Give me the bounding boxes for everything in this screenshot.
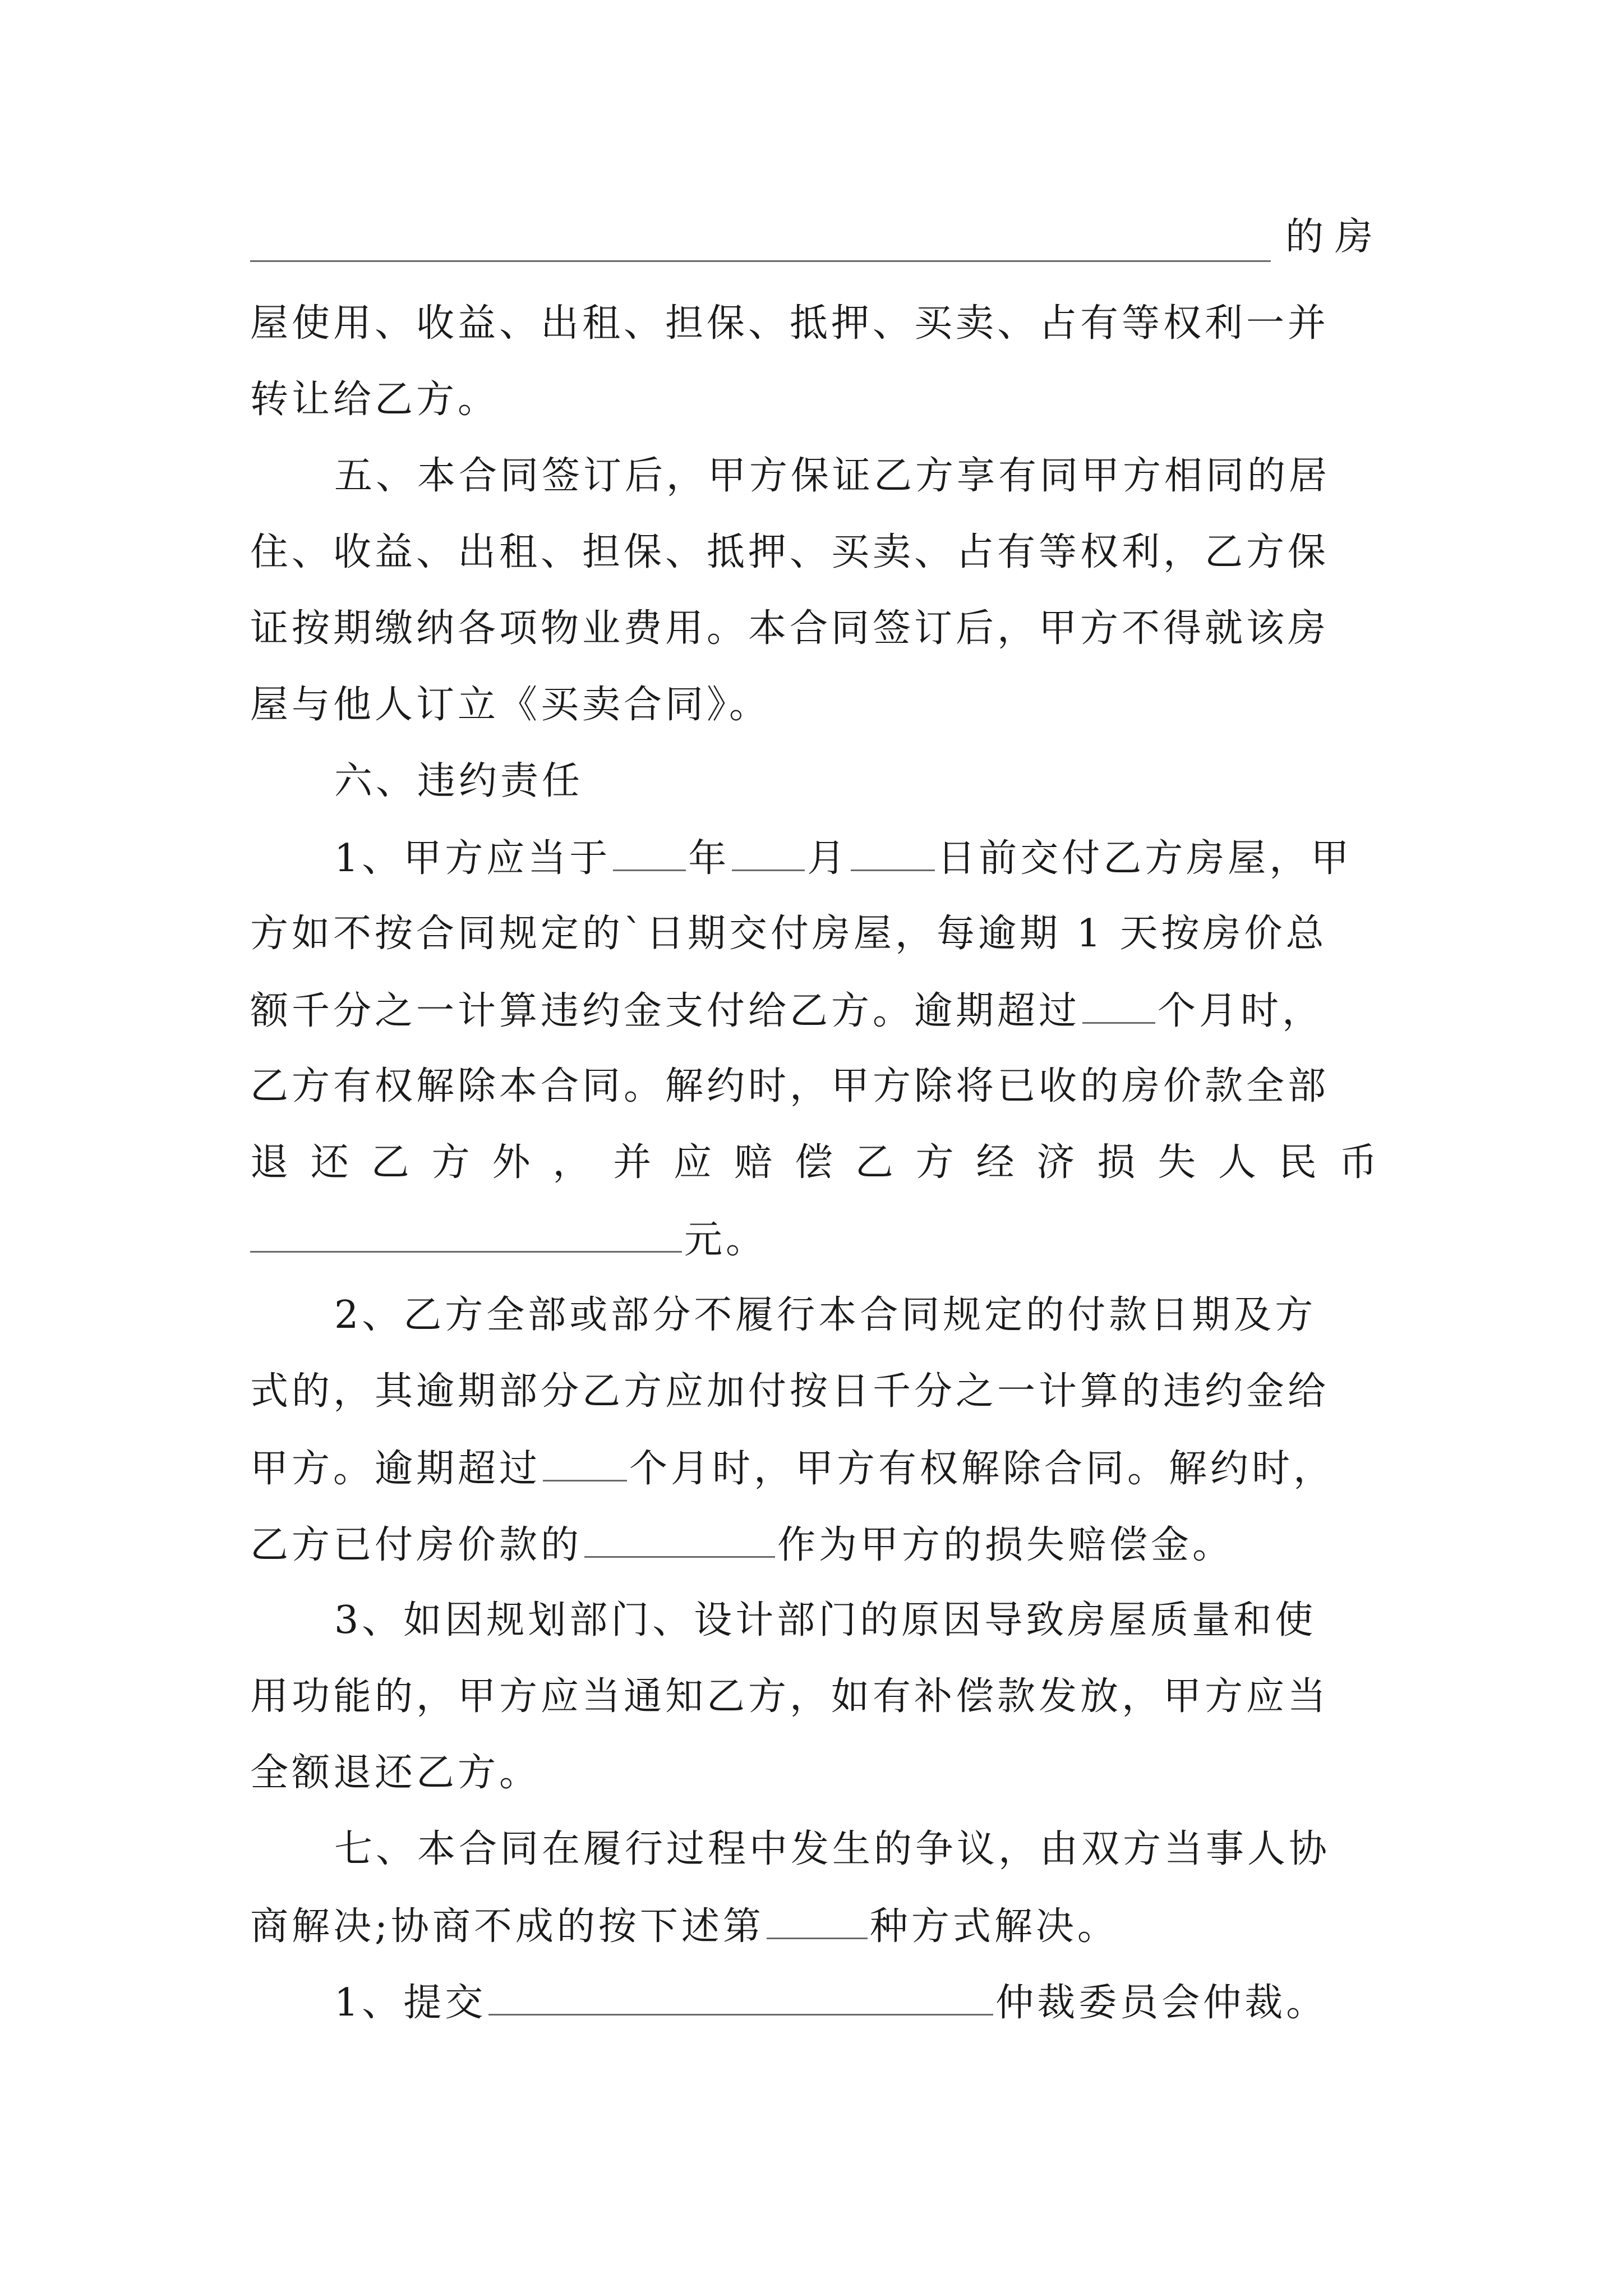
spread-char: 退	[250, 1140, 289, 1185]
breach-2-line-3	[250, 1443, 1428, 1493]
breach-1-line-4: 乙方有权解除本合同。解约时，甲方除将已收的房价款全部	[250, 1064, 1330, 1108]
breach-2-line-4	[250, 1519, 1377, 1570]
blank-year	[613, 832, 686, 871]
breach-3-line-1: 3、如因规划部门、设计部门的原因导致房屋质量和使	[334, 1598, 1317, 1642]
blank-compensation-amount	[250, 1214, 682, 1253]
spread-char: 济	[1036, 1140, 1075, 1185]
breach-3-line-3: 全额退还乙方。	[250, 1751, 541, 1795]
spread-char: 损	[1097, 1140, 1136, 1185]
breach-1-line-3	[250, 985, 1377, 1036]
blank-dispute-method	[767, 1901, 868, 1939]
spread-char: 外	[492, 1140, 531, 1185]
spread-char: 赔	[734, 1140, 773, 1185]
spread-char: 方	[915, 1140, 954, 1185]
spread-char: 币	[1339, 1140, 1377, 1185]
spread-char: 偿	[794, 1140, 833, 1185]
text-segment: 乙方已付房价款的	[250, 1523, 583, 1567]
spread-char: 还	[310, 1140, 349, 1185]
breach-3-line-2: 用功能的，甲方应当通知乙方，如有补偿款发放，甲方应当	[250, 1674, 1330, 1719]
breach-1-line-2: 方如不按合同规定的`日期交付房屋，每逾期 1 天按房价总	[250, 912, 1327, 956]
spread-char: 人	[1218, 1140, 1257, 1185]
blank-line-property	[250, 260, 1271, 262]
text-segment: 种方式解决。	[869, 1904, 1119, 1949]
blank-month	[732, 832, 805, 871]
spread-char: 乙	[371, 1140, 409, 1185]
blank-percentage	[584, 1519, 775, 1558]
breach-1-line-6	[250, 1214, 1377, 1264]
clause-7-option-1	[334, 1977, 1377, 2027]
clause-5-line-1: 五、本合同签订后，甲方保证乙方享有同甲方相同的居	[334, 454, 1331, 498]
spread-char: 失	[1158, 1140, 1196, 1185]
breach-2-line-1: 2、乙方全部或部分不履行本合同规定的付款日期及方	[334, 1293, 1317, 1337]
text-segment: 个月时，甲方有权解除合同。解约时，	[629, 1447, 1335, 1491]
clause-7-line-1: 七、本合同在履行过程中发生的争议，由双方当事人协	[334, 1827, 1331, 1871]
spread-char: ，	[552, 1140, 591, 1185]
text-line-2: 转让给乙方。	[250, 378, 500, 422]
text-segment: 商解决;协商不成的按下述第	[250, 1904, 764, 1949]
text-segment: 月	[807, 836, 849, 881]
clause-7-line-2	[250, 1901, 1377, 1951]
spread-char: 民	[1278, 1140, 1317, 1185]
clause-5-line-2: 住、收益、出租、担保、抵押、买卖、占有等权利，乙方保	[250, 530, 1330, 574]
section-heading-breach: 六、违约责任	[334, 759, 584, 803]
text-segment: 年	[688, 836, 730, 881]
blank-months-overdue-2	[543, 1443, 627, 1481]
blank-day	[851, 832, 935, 871]
breach-1-line-5	[250, 1138, 1377, 1188]
text-segment: 元。	[684, 1218, 768, 1262]
text-line-0: 的房	[1285, 215, 1385, 259]
text-segment: 额千分之一计算违约金支付给乙方。逾期超过	[250, 989, 1081, 1033]
text-line-1: 屋使用、收益、出租、担保、抵押、买卖、占有等权利一并	[250, 301, 1330, 346]
breach-2-line-2: 式的，其逾期部分乙方应加付按日千分之一计算的违约金给	[250, 1369, 1330, 1414]
spread-char: 经	[976, 1140, 1015, 1185]
spread-char: 应	[674, 1140, 712, 1185]
spread-char: 并	[613, 1140, 652, 1185]
text-segment: 作为甲方的损失赔偿金。	[777, 1523, 1234, 1567]
breach-1-line-1	[334, 832, 1377, 883]
blank-months-overdue	[1082, 985, 1155, 1024]
text-segment: 甲方。逾期超过	[250, 1447, 541, 1491]
blank-arbitration-committee	[488, 1977, 993, 2016]
text-segment: 1、提交	[334, 1981, 487, 2025]
text-segment: 日前交付乙方房屋，甲	[937, 836, 1353, 881]
clause-5-line-3: 证按期缴纳各项物业费用。本合同签订后，甲方不得就该房	[250, 606, 1330, 651]
spread-char: 乙	[855, 1140, 893, 1185]
clause-5-line-4: 屋与他人订立《买卖合同》。	[250, 683, 771, 727]
text-segment: 1、甲方应当于	[334, 836, 611, 881]
text-segment: 仲裁委员会仲裁。	[995, 1981, 1328, 2025]
text-segment: 个月时，	[1158, 989, 1324, 1033]
spread-char: 方	[431, 1140, 470, 1185]
